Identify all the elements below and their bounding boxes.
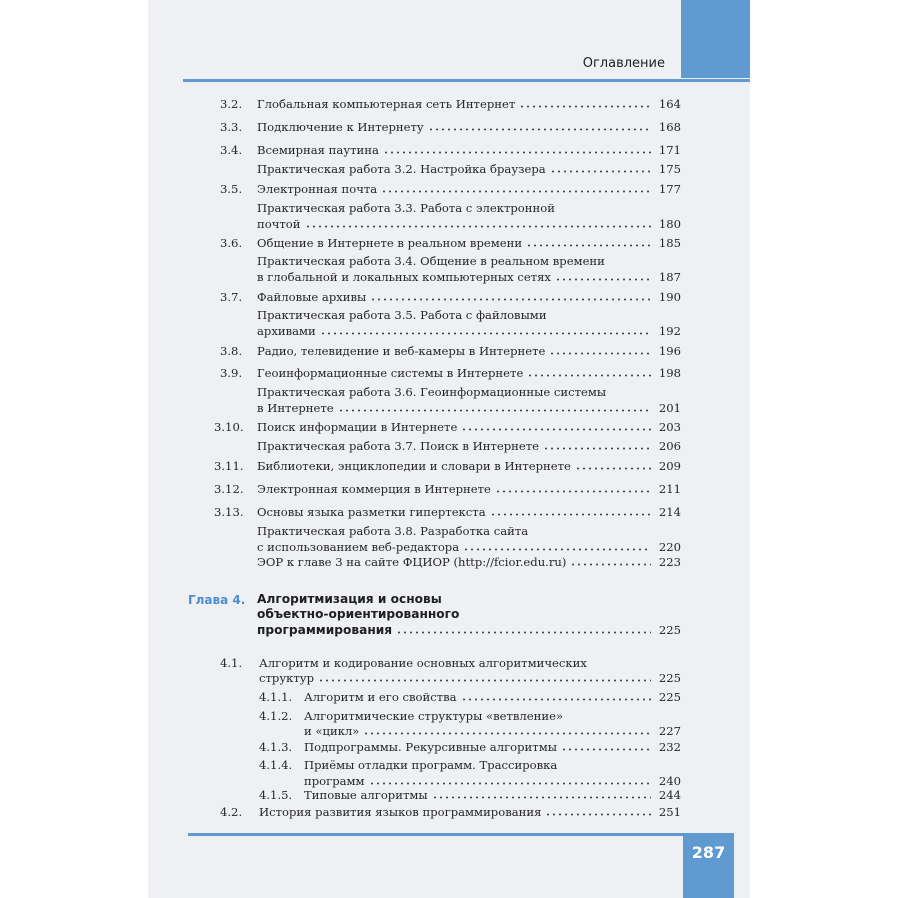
toc-entry[interactable] bbox=[304, 690, 681, 705]
entry-title: архивами bbox=[257, 324, 316, 338]
header-title: Оглавление bbox=[582, 56, 665, 71]
toc-entry[interactable] bbox=[257, 344, 681, 359]
entry-number: 3.7. bbox=[220, 290, 243, 304]
entry-title-line1[interactable]: Приёмы отладки программ. Трассировка bbox=[304, 758, 558, 772]
toc-entry[interactable] bbox=[257, 97, 681, 112]
entry-number: 3.3. bbox=[220, 120, 243, 134]
leader-dots bbox=[543, 447, 651, 450]
toc-entry[interactable] bbox=[257, 162, 681, 177]
entry-title-line1[interactable]: Практическая работа 3.5. Работа с файловыми bbox=[257, 308, 547, 322]
toc-entry[interactable] bbox=[257, 401, 681, 416]
entry-number: 3.11. bbox=[214, 459, 244, 473]
leader-dots bbox=[526, 244, 651, 247]
entry-page: 232 bbox=[658, 740, 681, 754]
entry-number: 4.1.2. bbox=[259, 709, 293, 723]
entry-number: 3.10. bbox=[214, 420, 244, 434]
toc-entry[interactable] bbox=[257, 182, 681, 197]
entry-page: 198 bbox=[658, 366, 681, 380]
entry-title: Практическая работа 3.2. Настройка браузера bbox=[257, 162, 546, 176]
entry-title: Подпрограммы. Рекурсивные алгоритмы bbox=[304, 740, 557, 754]
entry-title: Практическая работа 3.7. Поиск в Интернете bbox=[257, 439, 539, 453]
entry-page: 227 bbox=[658, 724, 681, 738]
toc-entry[interactable] bbox=[304, 774, 681, 789]
entry-number: 3.5. bbox=[220, 182, 243, 196]
entry-page: 209 bbox=[658, 459, 681, 473]
leader-dots bbox=[575, 467, 651, 470]
entry-number: 3.6. bbox=[220, 236, 243, 250]
entry-page: 244 bbox=[658, 788, 681, 802]
leader-dots bbox=[305, 225, 652, 228]
entry-title: Подключение к Интернету bbox=[257, 120, 424, 134]
entry-title: программ bbox=[304, 774, 365, 788]
entry-title: Геоинформационные системы в Интернете bbox=[257, 366, 524, 380]
leader-dots bbox=[461, 698, 651, 701]
leader-dots bbox=[381, 190, 651, 193]
leader-dots bbox=[370, 298, 651, 301]
entry-title: Алгоритм и его свойства bbox=[304, 690, 457, 704]
entry-title-line1[interactable]: Практическая работа 3.6. Геоинформационные системы bbox=[257, 385, 607, 399]
entry-title: почтой bbox=[257, 217, 301, 231]
entry-number: 4.1.3. bbox=[259, 740, 293, 754]
leader-dots bbox=[428, 128, 651, 131]
toc-entry[interactable] bbox=[304, 788, 681, 803]
entry-page: 214 bbox=[658, 505, 681, 519]
entry-number: 3.8. bbox=[220, 344, 243, 358]
leader-dots bbox=[338, 409, 651, 412]
toc-entry[interactable] bbox=[257, 555, 681, 570]
entry-page: 196 bbox=[658, 344, 681, 358]
entry-page: 175 bbox=[658, 162, 681, 176]
entry-page: 223 bbox=[658, 555, 681, 569]
toc-entry[interactable] bbox=[257, 324, 681, 339]
entry-page: 203 bbox=[658, 420, 681, 434]
leader-dots bbox=[561, 748, 651, 751]
entry-page: 240 bbox=[658, 774, 681, 788]
chapter-entry[interactable] bbox=[257, 622, 681, 638]
entry-title: Файловые архивы bbox=[257, 290, 367, 304]
toc-entry[interactable] bbox=[257, 236, 681, 251]
entry-page: 190 bbox=[658, 290, 681, 304]
toc-entry[interactable] bbox=[257, 540, 681, 555]
entry-number: 4.1. bbox=[220, 656, 243, 670]
entry-title: с использованием веб-редактора bbox=[257, 540, 460, 554]
toc-entry[interactable] bbox=[257, 290, 681, 305]
toc-entry[interactable] bbox=[257, 459, 681, 474]
entry-page: 225 bbox=[658, 671, 681, 685]
chapter-title-line2[interactable]: объектно-ориентированного bbox=[257, 607, 460, 621]
toc-entry[interactable] bbox=[257, 505, 681, 520]
leader-dots bbox=[461, 428, 651, 431]
entry-page: 206 bbox=[658, 439, 681, 453]
entry-title: Всемирная паутина bbox=[257, 143, 379, 157]
toc-entry[interactable] bbox=[257, 143, 681, 158]
entry-number: 3.13. bbox=[214, 505, 244, 519]
entry-page: 180 bbox=[658, 217, 681, 231]
chapter-label: Глава 4. bbox=[188, 593, 246, 607]
entry-title: в Интернете bbox=[257, 401, 334, 415]
leader-dots bbox=[519, 105, 651, 108]
leader-dots bbox=[570, 563, 651, 566]
page-number: 287 bbox=[691, 843, 726, 862]
entry-page: 225 bbox=[658, 623, 681, 637]
leader-dots bbox=[320, 332, 651, 335]
entry-title-line1[interactable]: Практическая работа 3.3. Работа с электронной bbox=[257, 201, 555, 215]
leader-dots bbox=[555, 278, 651, 281]
toc-entry[interactable] bbox=[257, 270, 681, 285]
entry-page: 192 bbox=[658, 324, 681, 338]
leader-dots bbox=[432, 796, 651, 799]
entry-title: ЭОР к главе 3 на сайте ФЦИОР (http://fcior.edu.ru) bbox=[257, 555, 567, 569]
leader-dots bbox=[495, 490, 651, 493]
entry-number: 4.1.4. bbox=[259, 758, 293, 772]
entry-title: Поиск информации в Интернете bbox=[257, 420, 458, 434]
entry-page: 251 bbox=[658, 805, 681, 819]
entry-title: Радио, телевидение и веб-камеры в Интернете bbox=[257, 344, 546, 358]
leader-dots bbox=[463, 548, 651, 551]
entry-number: 3.4. bbox=[220, 143, 243, 157]
entry-page: 177 bbox=[658, 182, 681, 196]
entry-title: История развития языков программирования bbox=[259, 805, 542, 819]
toc-entry[interactable] bbox=[259, 805, 681, 820]
entry-title: Общение в Интернете в реальном времени bbox=[257, 236, 523, 250]
entry-title-line1[interactable]: Практическая работа 3.4. Общение в реальном времени bbox=[257, 254, 605, 268]
entry-page: 185 bbox=[658, 236, 681, 250]
entry-number: 3.9. bbox=[220, 366, 243, 380]
leader-dots bbox=[318, 679, 651, 682]
entry-title: структур bbox=[259, 671, 315, 685]
entry-page: 171 bbox=[658, 143, 681, 157]
chapter-title-line3: программирования bbox=[257, 623, 393, 637]
leader-dots bbox=[527, 374, 651, 377]
entry-title: и «цикл» bbox=[304, 724, 360, 738]
entry-title: Основы языка разметки гипертекста bbox=[257, 505, 486, 519]
entry-page: 168 bbox=[658, 120, 681, 134]
entry-title-line1[interactable]: Алгоритм и кодирование основных алгоритмических bbox=[259, 656, 587, 670]
entry-number: 3.12. bbox=[214, 482, 244, 496]
leader-dots bbox=[396, 631, 651, 634]
toc-entry[interactable] bbox=[257, 420, 681, 435]
leader-dots bbox=[363, 732, 651, 735]
toc-entry[interactable] bbox=[257, 217, 681, 232]
entry-page: 164 bbox=[658, 97, 681, 111]
entry-title-line1[interactable]: Алгоритмические структуры «ветвление» bbox=[304, 709, 564, 723]
entry-page: 201 bbox=[658, 401, 681, 415]
toc-entry[interactable] bbox=[257, 120, 681, 135]
entry-number: 3.2. bbox=[220, 97, 243, 111]
toc-entry[interactable] bbox=[257, 482, 681, 497]
toc-entry[interactable] bbox=[257, 439, 681, 454]
leader-dots bbox=[490, 513, 651, 516]
toc-entry[interactable] bbox=[304, 724, 681, 739]
entry-title-line1[interactable]: Практическая работа 3.8. Разработка сайта bbox=[257, 524, 529, 538]
toc-entry[interactable] bbox=[259, 671, 681, 686]
leader-dots bbox=[383, 151, 651, 154]
chapter-title-line1[interactable]: Алгоритмизация и основы bbox=[257, 592, 442, 606]
leader-dots bbox=[545, 813, 651, 816]
entry-title: Электронная коммерция в Интернете bbox=[257, 482, 491, 496]
entry-page: 225 bbox=[658, 690, 681, 704]
entry-title: Электронная почта bbox=[257, 182, 378, 196]
entry-number: 4.1.5. bbox=[259, 788, 293, 802]
leader-dots bbox=[369, 782, 651, 785]
entry-page: 211 bbox=[658, 482, 681, 496]
entry-title: Библиотеки, энциклопедии и словари в Интернете bbox=[257, 459, 571, 473]
entry-number: 4.1.1. bbox=[259, 690, 293, 704]
entry-page: 187 bbox=[658, 270, 681, 284]
toc-entry[interactable] bbox=[257, 366, 681, 381]
toc-entry[interactable] bbox=[304, 740, 681, 755]
leader-dots bbox=[550, 170, 651, 173]
entry-page: 220 bbox=[658, 540, 681, 554]
entry-number: 4.2. bbox=[220, 805, 243, 819]
footer-rule bbox=[188, 833, 683, 836]
entry-title: Глобальная компьютерная сеть Интернет bbox=[257, 97, 516, 111]
entry-title: Типовые алгоритмы bbox=[304, 788, 428, 802]
entry-title: в глобальной и локальных компьютерных сетях bbox=[257, 270, 551, 284]
leader-dots bbox=[549, 352, 651, 355]
